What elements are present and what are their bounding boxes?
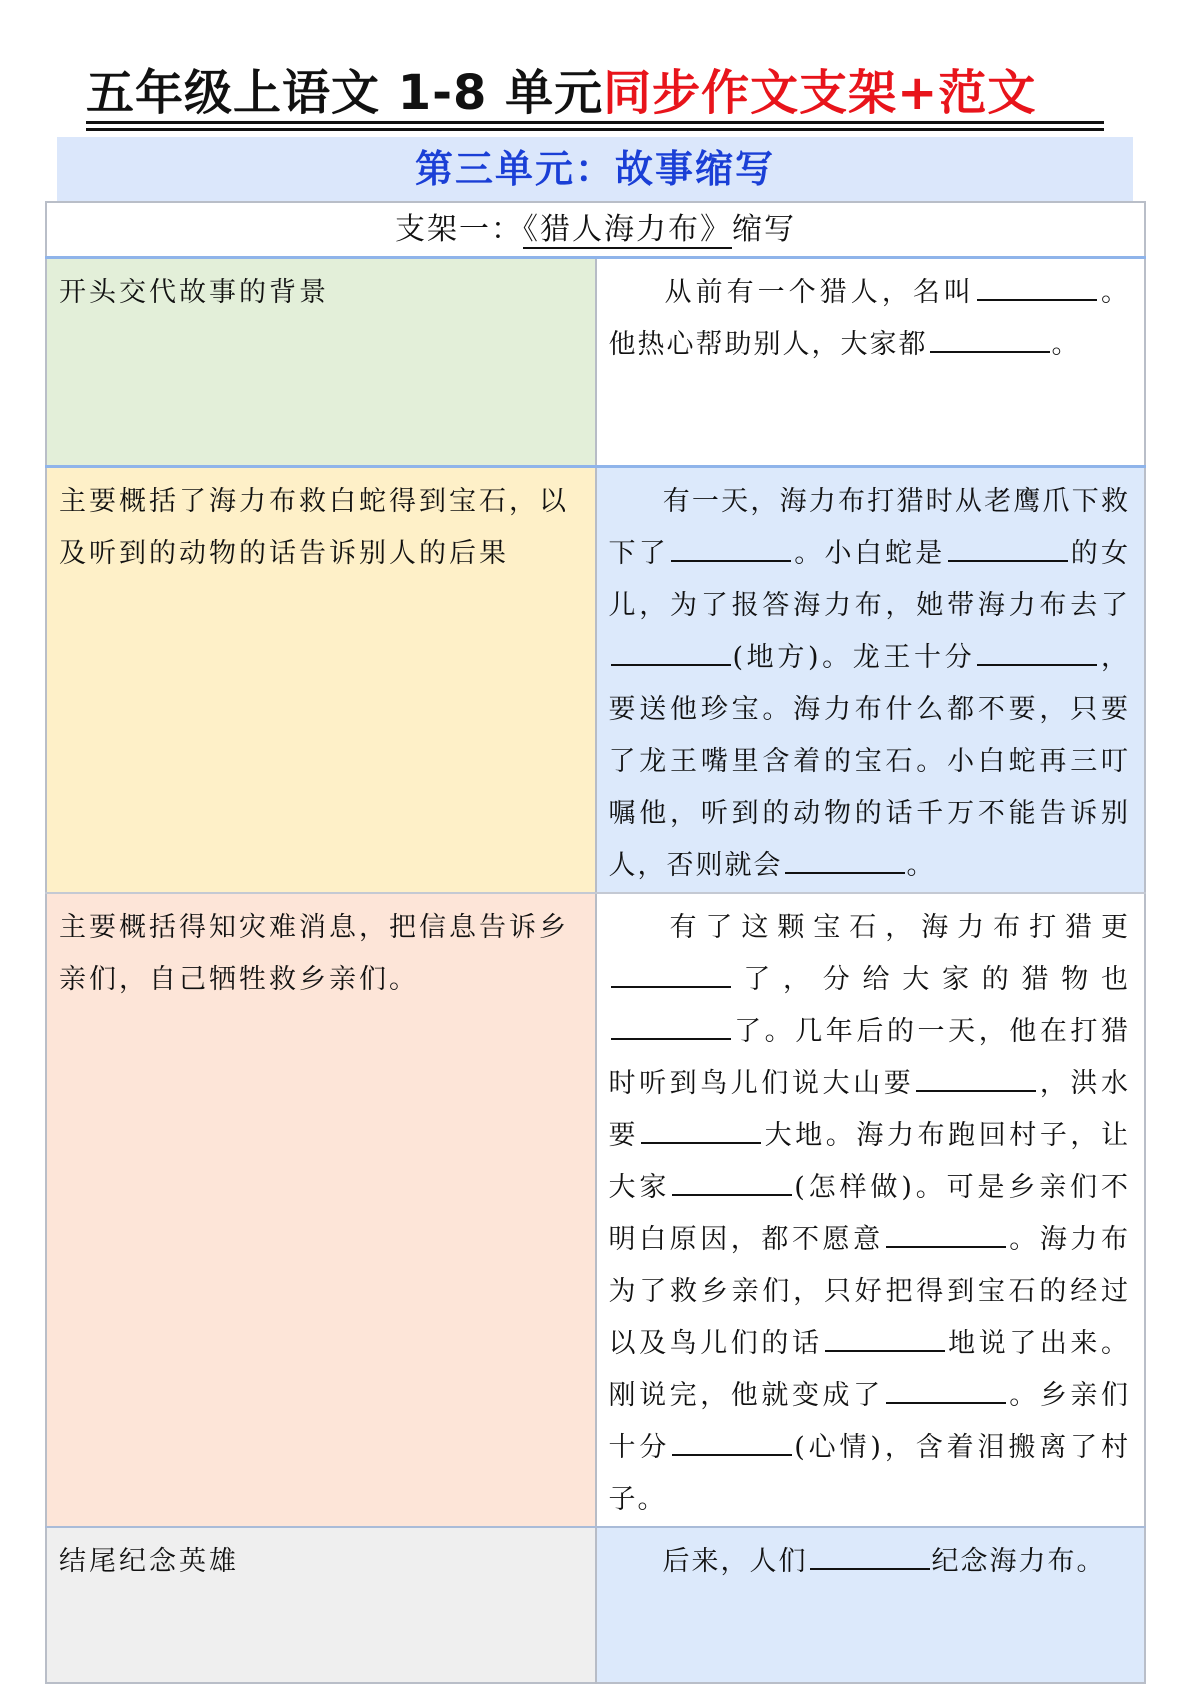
row-label-middle-1: 主要概括了海力布救白蛇得到宝石，以及听到的动物的话告诉别人的后果: [46, 467, 596, 894]
row-body-ending: [596, 1527, 1146, 1683]
text-segment: 大地。海力布跑回村子，让大家: [608, 1120, 1131, 1203]
scaffold-header: [46, 202, 1145, 258]
fill-blank[interactable]: [886, 1372, 1006, 1404]
fill-blank[interactable]: [672, 1424, 792, 1456]
fill-blank[interactable]: [611, 1008, 731, 1040]
fill-blank[interactable]: [977, 634, 1097, 666]
table-row: [46, 893, 1145, 1527]
title-red-part: 同步作文支架+范文: [603, 65, 1037, 121]
document-title: [86, 62, 1106, 124]
row-label-opening: 开头交代故事的背景: [46, 258, 596, 467]
row-label-ending: 结尾纪念英雄: [46, 1527, 596, 1683]
table-row: [46, 258, 1145, 467]
text-segment: 了，分给大家的猎物也: [732, 964, 1130, 995]
text-segment: 。他热心帮助别人，大家都: [608, 277, 1131, 360]
fill-blank[interactable]: [785, 842, 905, 874]
fill-blank[interactable]: [977, 269, 1097, 301]
text-segment: 后来，人们: [662, 1546, 808, 1577]
row-body-opening: [596, 258, 1146, 467]
title-double-underline: [86, 121, 1104, 131]
text-segment: 。海力布为了救乡亲们，只好把得到宝石的经过以及鸟儿们的话: [608, 1224, 1131, 1359]
fill-blank[interactable]: [930, 321, 1050, 353]
text-segment: 有一天，海力布打猎时从老鹰爪下救下了: [608, 486, 1130, 569]
text-segment: (心情)，含着泪搬离了村子。: [608, 1432, 1130, 1515]
text-segment: 。: [906, 850, 936, 881]
text-segment: 的女儿，为了报答海力布，她带海力布去了: [608, 538, 1130, 621]
fill-blank[interactable]: [916, 1060, 1036, 1092]
fill-blank[interactable]: [672, 1164, 792, 1196]
fill-blank[interactable]: [886, 1216, 1006, 1248]
text-segment: 。: [1051, 329, 1081, 360]
title-black-part: 五年级上语文 1-8 单元: [86, 65, 604, 121]
text-segment: (怎样做)。可是乡亲们不明白原因，都不愿意: [608, 1172, 1130, 1255]
table-row: [46, 467, 1145, 894]
scaffold-header-book: 《猎人海力布》: [523, 212, 732, 247]
text-segment: 地说了出来。刚说完，他就变成了: [608, 1328, 1131, 1411]
text-segment: 了。几年后的一天，他在打猎时听到鸟儿们说大山要: [608, 1016, 1130, 1099]
row-body-middle-1: [596, 467, 1146, 894]
text-segment: 。小白蛇是: [793, 538, 946, 569]
table-row: [46, 1527, 1145, 1683]
fill-blank[interactable]: [825, 1320, 945, 1352]
fill-blank[interactable]: [671, 530, 791, 562]
row-body-middle-2: [596, 893, 1146, 1527]
scaffold-header-suffix: 缩写: [732, 212, 796, 247]
text-segment: 从前有一个猎人，名叫: [662, 277, 975, 308]
text-segment: ，要送他珍宝。海力布什么都不要，只要了龙王嘴里含着的宝石。小白蛇再三叮嘱他，听到的动物的话千万不能告诉别人，否则就会: [608, 642, 1131, 881]
text-segment: 。乡亲们十分: [608, 1380, 1131, 1463]
scaffold-table: [45, 201, 1146, 1684]
text-segment: ，洪水要: [608, 1068, 1131, 1151]
text-segment: (地方)。龙王十分: [732, 642, 976, 673]
text-segment: 有了这颗宝石，海力布打猎更: [662, 912, 1130, 943]
fill-blank[interactable]: [611, 634, 731, 666]
scaffold-header-prefix: 支架一：: [395, 212, 523, 247]
fill-blank[interactable]: [641, 1112, 761, 1144]
fill-blank[interactable]: [611, 956, 731, 988]
text-segment: 纪念海力布。: [931, 1546, 1106, 1577]
unit-heading-band: [57, 137, 1133, 201]
unit-heading: 第三单元：故事缩写: [414, 147, 775, 191]
fill-blank[interactable]: [948, 530, 1068, 562]
row-label-middle-2: 主要概括得知灾难消息，把信息告诉乡亲们，自己牺牲救乡亲们。: [46, 893, 596, 1527]
fill-blank[interactable]: [810, 1538, 930, 1570]
